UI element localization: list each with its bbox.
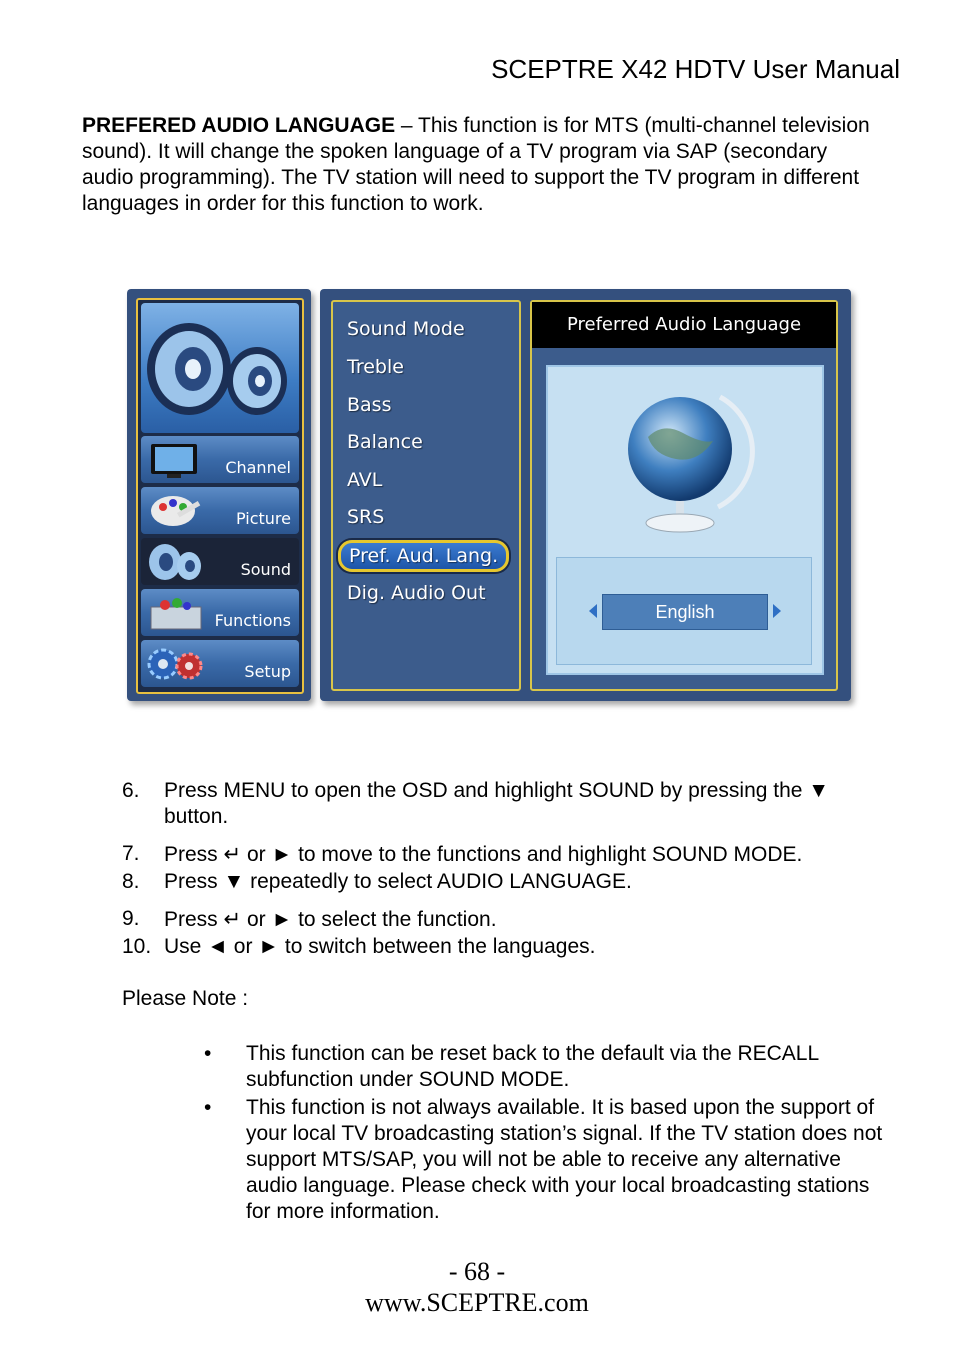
page-number: - 68 - [448,1257,506,1286]
detail-panel [530,300,838,691]
bullet-dot: • [204,1096,212,1119]
language-value: English [602,594,768,630]
menu-item-treble[interactable]: Treble [347,356,404,378]
step-text: Press ▼ repeatedly to select AUDIO LANGUAGE. [164,870,632,893]
toolbox-icon [147,593,207,633]
step-text: Press MENU to open the OSD and highlight SOUND by pressing the ▼ button. [164,779,830,828]
intro-paragraph [82,113,882,217]
step-number: 9. [122,907,140,930]
nav-item-picture[interactable] [141,487,299,534]
arrow-left-icon[interactable] [589,604,597,618]
globe-box [546,365,824,675]
bullet-text: This function can be reset back to the default via the RECALL subfunction under SOUND MODE. [246,1042,819,1091]
menu-item-sound-mode[interactable]: Sound Mode [347,318,465,340]
footer-url: www.SCEPTRE.com [365,1288,589,1317]
osd-nav-frame [136,298,304,694]
enter-icon: ↵ [223,907,242,931]
menu-item-avl[interactable]: AVL [347,469,383,491]
nav-label: Picture [235,509,291,528]
tv-icon [147,440,207,480]
enter-icon: ↵ [223,842,242,866]
nav-item-functions[interactable] [141,589,299,636]
menu-item-dig-audio-out[interactable]: Dig. Audio Out [347,582,486,604]
language-selector[interactable] [556,557,812,665]
menu-item-pref-aud-lang[interactable]: Pref. Aud. Lang. [338,540,509,572]
step-text: Use ◄ or ► to switch between the languages. [164,935,596,958]
globe-icon [548,367,822,547]
intro-text: – This function is for MTS (multi-channel television sound). It will change the spoken language of a TV program via SAP (secondary audio programming). The TV station will need to support the TV program in different languages in order for this function to work. [82,114,870,215]
nav-item-setup[interactable] [141,640,299,687]
osd-screenshot [127,289,851,701]
note-label: Please Note : [122,987,249,1010]
nav-label: Sound [240,560,291,579]
step-number: 10. [122,935,152,958]
gears-icon [147,644,207,684]
palette-icon [147,491,207,531]
detail-title: Preferred Audio Language [532,302,836,348]
sound-menu [331,300,521,691]
nav-item-sound[interactable] [141,538,299,585]
menu-item-balance[interactable]: Balance [347,431,423,453]
step-text-post: or ► to move to the functions and highlight SOUND MODE. [241,843,803,866]
step-text-pre: Press [164,843,224,866]
osd-content-panel [320,289,851,701]
step-number: 8. [122,870,140,893]
speaker-icon [141,303,299,433]
step-text [164,906,894,933]
bullet-text: This function is not always available. It is based upon the support of your local TV broadcasting station’s signal. If the TV station does not support MTS/SAP, you will not be able to receive any alternative audio language. Please check with your local broadcasting stations for more information. [246,1096,883,1223]
nav-label: Functions [214,611,291,630]
step-text [164,841,894,868]
menu-item-srs[interactable]: SRS [347,506,385,528]
manual-title: SCEPTRE X42 HDTV User Manual [491,54,900,84]
arrow-right-icon[interactable] [773,604,781,618]
menu-item-bass[interactable]: Bass [347,394,392,416]
step-number: 6. [122,779,140,802]
nav-label: Setup [244,662,291,681]
nav-label: Channel [225,458,291,477]
intro-heading: PREFERED AUDIO LANGUAGE [82,114,396,137]
sound-speaker-image [141,303,299,433]
bullet-dot: • [204,1042,212,1065]
nav-item-channel[interactable] [141,436,299,483]
osd-nav-panel [127,289,311,701]
step-number: 7. [122,842,140,865]
step-text-pre: Press [164,908,224,931]
step-text-post: or ► to select the function. [241,908,497,931]
speaker-icon [147,542,207,582]
